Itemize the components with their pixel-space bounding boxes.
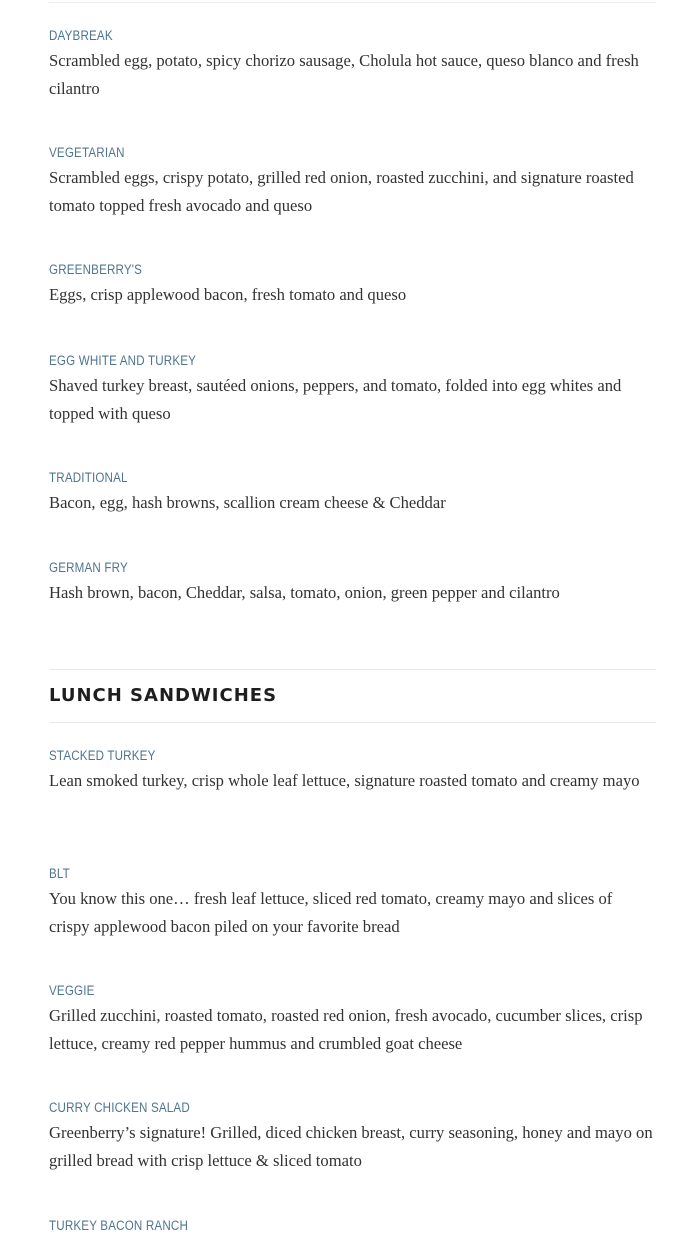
item-description: You know this one… fresh leaf lettuce, sliced red tomato, creamy mayo and slices of crispy applewood bacon piled on your favorite bread bbox=[49, 889, 613, 936]
menu-item bbox=[49, 1218, 656, 1234]
item-description: Lean smoked turkey, crisp whole leaf lettuce, signature roasted tomato and creamy mayo bbox=[49, 771, 640, 790]
menu-item bbox=[49, 470, 656, 517]
item-description: Scrambled eggs, crispy potato, grilled red onion, roasted zucchini, and signature roasted tomato topped fresh avocado and queso bbox=[49, 168, 634, 215]
item-description: Bacon, egg, hash browns, scallion cream cheese & Cheddar bbox=[49, 493, 446, 512]
menu-item bbox=[49, 28, 656, 102]
menu-item bbox=[49, 560, 656, 607]
item-name: VEGETARIAN bbox=[49, 145, 125, 160]
item-name: GERMAN FRY bbox=[49, 560, 128, 575]
menu-item bbox=[49, 983, 656, 1057]
item-name: TRADITIONAL bbox=[49, 470, 128, 485]
item-description: Grilled zucchini, roasted tomato, roasted red onion, fresh avocado, cucumber slices, crisp lettuce, creamy red pepper hummus and crumbled goat cheese bbox=[49, 1006, 643, 1053]
menu-page bbox=[49, 0, 656, 1233]
item-name: DAYBREAK bbox=[49, 28, 113, 43]
item-description: Eggs, crisp applewood bacon, fresh tomato and queso bbox=[49, 285, 407, 304]
menu-item bbox=[49, 353, 656, 427]
item-name: TURKEY BACON RANCH bbox=[49, 1218, 189, 1233]
section-divider-bottom bbox=[49, 722, 656, 723]
menu-item bbox=[49, 866, 656, 940]
item-name: BLT bbox=[49, 866, 70, 881]
item-description: Shaved turkey breast, sautéed onions, peppers, and tomato, folded into egg whites and topped with queso bbox=[49, 376, 622, 423]
item-name: EGG WHITE AND TURKEY bbox=[49, 353, 197, 368]
item-description: Scrambled egg, potato, spicy chorizo sausage, Cholula hot sauce, queso blanco and fresh cilantro bbox=[49, 51, 639, 98]
item-name: VEGGIE bbox=[49, 983, 95, 998]
menu-item bbox=[49, 748, 656, 795]
top-divider bbox=[49, 2, 656, 3]
section-title: LUNCH SANDWICHES bbox=[49, 685, 278, 706]
item-description: Hash brown, bacon, Cheddar, salsa, tomato, onion, green pepper and cilantro bbox=[49, 583, 560, 602]
item-name: GREENBERRY'S bbox=[49, 262, 143, 277]
item-name: STACKED TURKEY bbox=[49, 748, 156, 763]
item-name: CURRY CHICKEN SALAD bbox=[49, 1100, 190, 1115]
menu-item bbox=[49, 145, 656, 219]
menu-item bbox=[49, 262, 656, 309]
item-description: Greenberry’s signature! Grilled, diced chicken breast, curry seasoning, honey and mayo on grilled bread with crisp lettuce & sliced tomato bbox=[49, 1123, 653, 1170]
menu-item bbox=[49, 1100, 656, 1174]
section-header bbox=[49, 669, 656, 723]
